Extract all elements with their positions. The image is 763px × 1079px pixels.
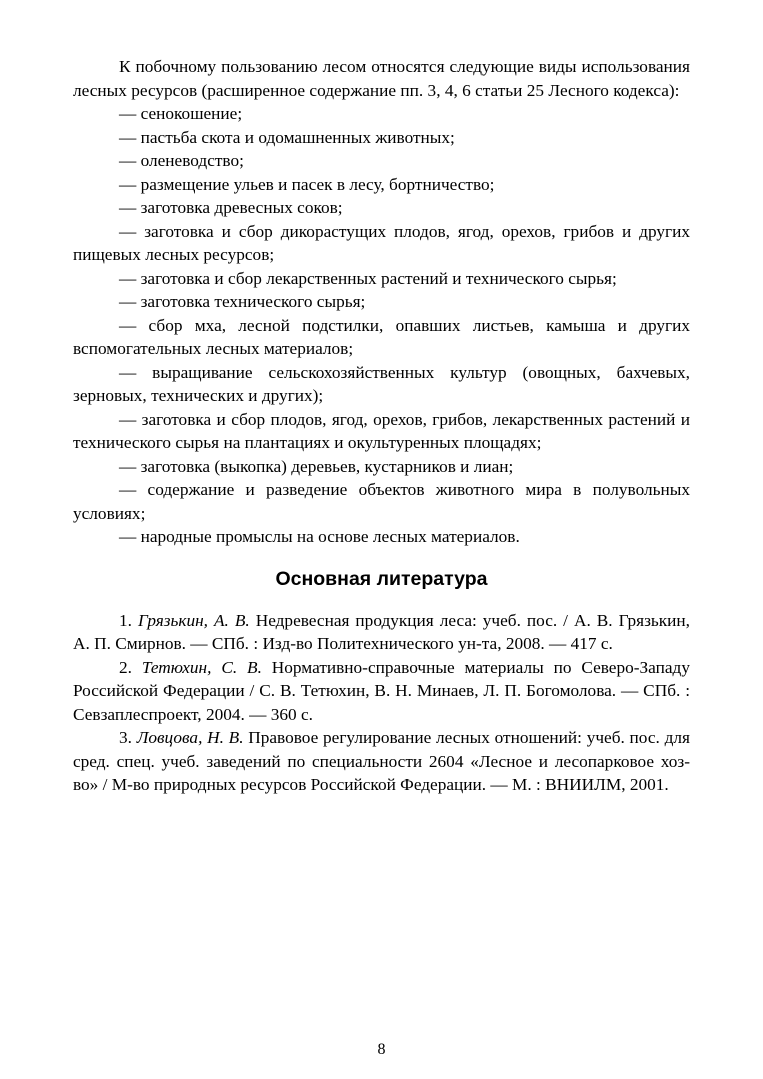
reference-number: 2.: [119, 657, 132, 677]
reference-text: Правовое регулирование лесных отношений: учеб. пос. для сред. спец. учеб. заведений по специальности 2604 «Лесное и лесопарковое хоз-во» / М-во природных ресурсов Российской Федерации. — М. : ВНИИЛМ, 2001.: [73, 728, 690, 794]
reference-text: Недревесная продукция леса: учеб. пос. / А. В. Грязькин, А. П. Смирнов. — СПб. : Изд-во Политехнического ун-та, 2008. — 417 с.: [73, 610, 691, 653]
list-item: — пастьба скота и одомашненных животных;: [119, 127, 455, 147]
reference-item: [73, 726, 690, 797]
list-item: — заготовка и сбор лекарственных растений и технического сырья;: [119, 268, 617, 288]
page-content: [73, 55, 690, 797]
reference-item: [73, 656, 690, 727]
list-item: — содержание и разведение объектов животного мира в полувольных условиях;: [73, 480, 690, 523]
list-item: — выращивание сельскохозяйственных культур (овощных, бахчевых, зерновых, технических и других);: [73, 362, 690, 405]
list-item: — заготовка и сбор плодов, ягод, орехов, грибов, лекарственных растений и технического сырья на плантациях и окультуренных площадях;: [73, 409, 690, 452]
list-item: — заготовка и сбор дикорастущих плодов, ягод, орехов, грибов и других пищевых лесных ресурсов;: [73, 221, 690, 264]
list-item: — сбор мха, лесной подстилки, опавших листьев, камыша и других вспомогательных лесных материалов;: [73, 315, 690, 358]
list-item: — народные промыслы на основе лесных материалов.: [119, 527, 520, 546]
usage-list: [73, 102, 690, 549]
reference-number: 1.: [119, 610, 132, 630]
reference-author: Ловцова, Н. В.: [136, 728, 244, 747]
references-list: [73, 609, 690, 797]
reference-item: [73, 609, 690, 656]
reference-author: Тетюхин, С. В.: [141, 657, 262, 677]
reference-number: 3.: [119, 728, 132, 747]
section-heading: Основная литература: [275, 567, 488, 590]
list-item: — заготовка технического сырья;: [119, 292, 366, 311]
list-item: — размещение ульев и пасек в лесу, бортничество;: [119, 174, 495, 194]
page-number: 8: [377, 1041, 386, 1058]
reference-text: Нормативно-справочные материалы по Северо-Западу Российской Федерации / С. В. Тетюхин, В. Н. Минаев, Л. П. Богомолова. — СПб. : Севзаплеспроект, 2004. — 360 с.: [73, 657, 690, 724]
list-item: — сенокошение;: [119, 104, 243, 123]
list-item: — заготовка (выкопка) деревьев, кустарников и лиан;: [119, 456, 514, 476]
list-item: — заготовка древесных соков;: [119, 198, 343, 217]
list-item: — оленеводство;: [119, 151, 244, 170]
reference-author: Грязькин, А. В.: [137, 610, 250, 630]
intro-paragraph: К побочному пользованию лесом относятся следующие виды использования лесных ресурсов (расширенное содержание пп. 3, 4, 6 статьи 25 Лесного кодекса):: [73, 57, 690, 100]
